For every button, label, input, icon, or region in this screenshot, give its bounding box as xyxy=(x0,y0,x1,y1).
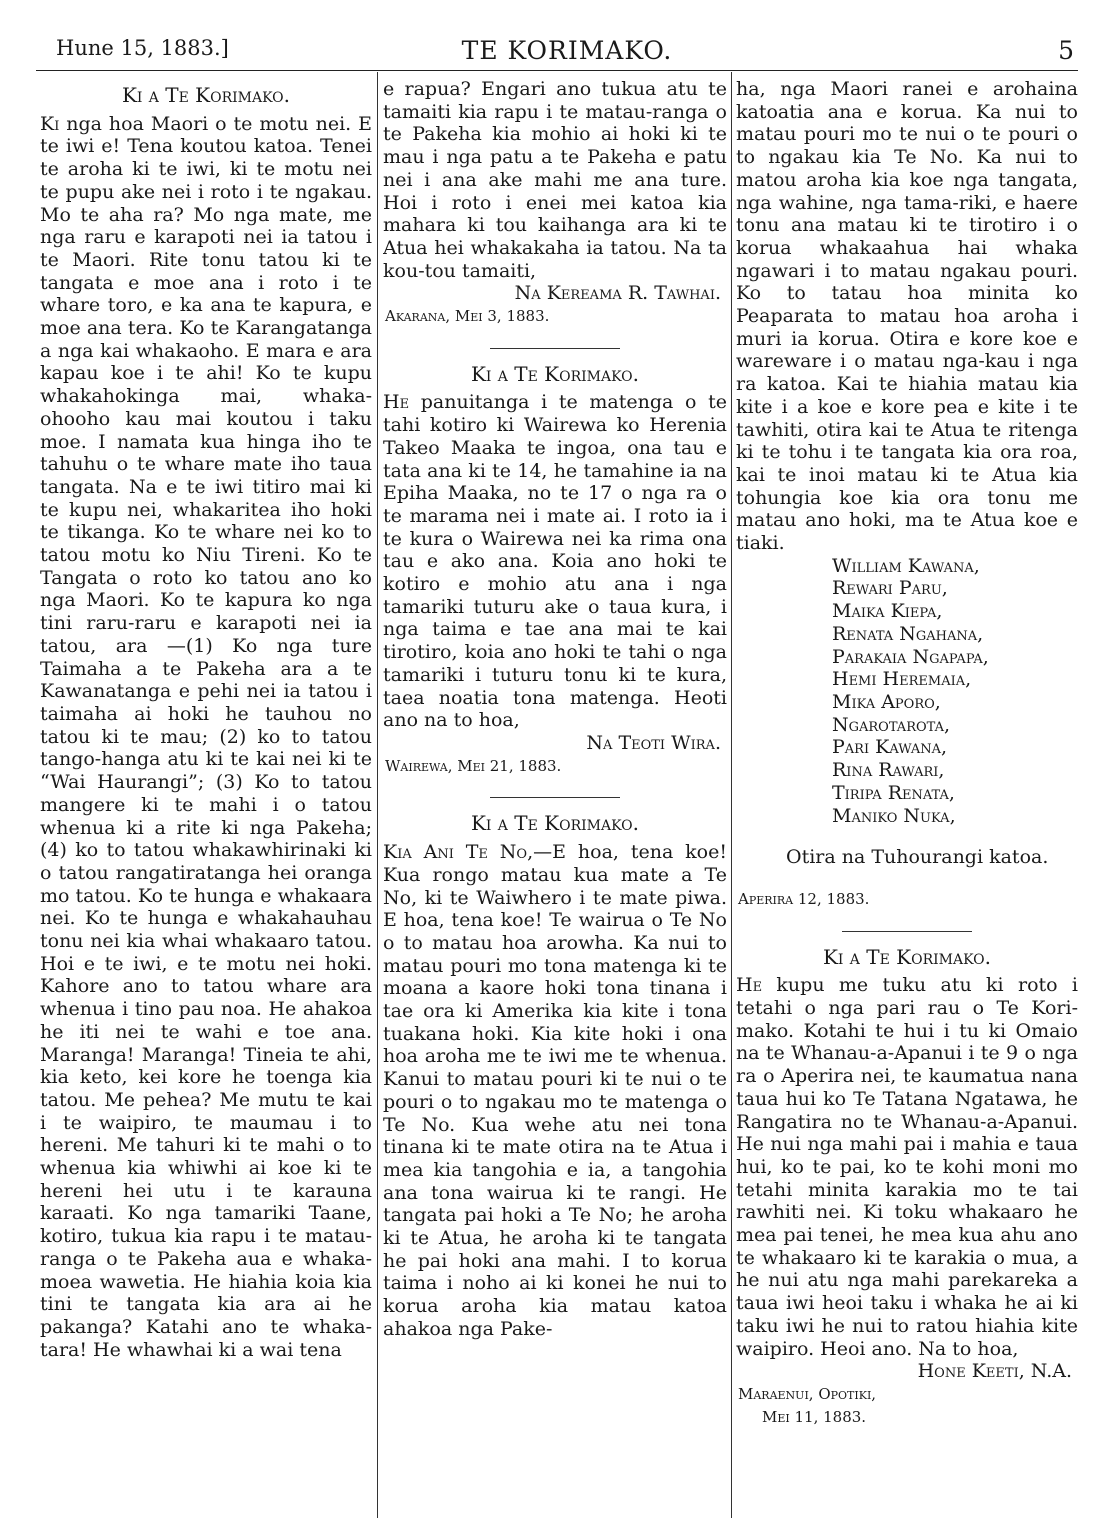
final-signature: Otira na Tuhourangi katoa. xyxy=(786,846,1049,869)
lead-word: Ki xyxy=(40,112,60,135)
lead-word: Kia Ani Te No, xyxy=(383,841,534,864)
letter-body xyxy=(383,841,727,1340)
letter-heading: Ki a Te Korimako. xyxy=(822,944,992,969)
header-rule xyxy=(36,70,1078,71)
column-divider-2 xyxy=(731,72,732,1518)
section-separator xyxy=(490,348,620,349)
letter-place: Maraenui, Opotiki, xyxy=(738,1384,877,1403)
letter-continuation: ha, nga Maori ranei e arohaina katoatia ana e korua. Ka nui to matau pouri mo te nui o te pouri o to ngakau kia Te No. Ka nui to matou aroha kia koe nga tangata, nga wahine, nga tama-riki, e haere tonu ana matau ki te tirotiro i o korua whakaahua hai whaka ngawari i to matau ngakau pouri. Ko to tatau hoa minita ko Peaparata to matau hoa aroha i muri ia korua. Otira e kore koe e wareware i o matau nga-kau i nga ra katoa. Kai te hiahia matau kia kite i a koe e kore pea e kite i te tawhiti, otira kai te Atua te ritenga ki te tohu i te tangata kia ora roa, kai te inoi matau ki te Atua kia tohungia koe kia ora tonu me matau ano hoki, ma te Atua koe e tiaki. xyxy=(736,78,1078,555)
section-separator xyxy=(490,797,620,798)
letter-text: panuitanga i te matenga o te tahi kotiro ki Wairewa ko Herenia Takeo Maaka te ingoa, ona tau e tata ana ki te 14, he tamahine ia na Epiha Maaka, no te 17 o nga ra o te marama nei i mate ai. I roto ia i te kura o Wairewa nei ka rima ona tau e ako ana. Koia ano hoki te kotiro e mohio atu ana i nga tamariki tuturu ake o taua kura, i nga taima e tae ana mai te kai tirotiro, koia ano hoki te tahi o nga tamariki i tuturu tonu ki te kura, taea noatia tona matenga. Heoti ano na to hoa, xyxy=(383,391,727,732)
letter-heading: Ki a Te Korimako. xyxy=(470,361,640,386)
newspaper-title: TE KORIMAKO. xyxy=(461,36,673,65)
lead-word: He xyxy=(736,974,763,997)
letter-place-date: Akarana, Mei 3, 1883. xyxy=(385,307,550,326)
letter-signature: Na Kereama R. Tawhai. xyxy=(514,282,721,305)
letter-heading: Ki a Te Korimako. xyxy=(121,83,291,107)
signatory: Renata Ngahana, xyxy=(832,622,984,645)
letter-body xyxy=(40,113,372,1362)
page-number: 5 xyxy=(1058,36,1074,65)
letter-text: nga hoa Maori o te motu nei. E te iwi e! Tena koutou katoa. Tenei te aroha ki te iwi, ki te motu nei te pupu ake nei i roto i te ngakau. Mo te aha ra? Mo nga mate, me nga raru e karapoti nei ia tatou i te Maori. Rite tonu tatou ki te tangata e moe ana i roto i te whare toro, e ka ana te kapura, e moe ana tera. Ko te Karangatanga a nga kai whakaoho. E mara e ara kapau koe i te ahi! Ko te kupu whakahokinga mai, whaka-ohooho kau mai koutou i taku moe. I namata kua hinga iho te tahuhu o te whare mate iho taua tangata. Na e te iwi titiro mai ki te kupu nei, whakaritea iho hoki te tikanga. Ko te whare nei ko to tatou motu ko Niu Tireni. Ko te Tangata o roto ko tatou ano ko nga Maori. Ko te kapura ko nga tini raru-raru e karapoti nei ia tatou, ara —(1) Ko nga ture Taimaha a te Pakeha ara a te Kawanatanga e pehi nei ia tatou i taimaha ai hoki he tauhou no tatou ki te mau; (2) ko to tatou tango-hanga atu ki te kai nei ki te “Wai Haurangi”; (3) Ko to tatou mangere ki te mahi i o tatou whenua ki a rite ki nga Pakeha; (4) ko to tatou whakawhirinaki ki o tatou rangatiratanga hei oranga mo tatou. Ko te hunga e whakaara nei. Ko te hunga e whakahauhau tonu nei kia whai whakaaro tatou. Hoi e te iwi, e te motu nei hoki. Kahore ano to tatou whare ara whenua i tino pau noa. He ahakoa he iti nei te wahi e toe ana. Maranga! Maranga! Tineia te ahi, kia keto, kei kore he toenga kia tatou. Me pehea? Me mutu te kai i te waipiro, te maumau i to hereni. Me tahuri ki te mahi o to whenua kia whiwhi ai koe ki te hereni hei utu i te karauna karaati. Ko nga tamariki Taane, kotiro, tukua kia rapu i te matau-ranga o te Pakeha aua e whaka-moea wawetia. He hiahia koia kia tini te tangata kia ara ai he pakanga? Katahi ano te whaka-tara! He whawhai ki a wai tena xyxy=(40,112,372,1361)
letter-text: kupu me tuku atu ki roto i tetahi o nga pari rau o Te Kori-mako. Kotahi te hui i tu ki Omaio na te Whanau-a-Apanui i te 9 o nga ra o Aperira nei, te kaumatua nana taua hui ko Te Tatana Ngatawa, he Rangatira no te Whanau-a-Apanui. He nui nga mahi pai i mahia e taua hui, ko te pai, ko te kohi moni mo tetahi minita karakia mo te tai rawhiti nei. Ki toku whakaaro he mea pai tenei, he mea kua ahu ano te whakaaro ki te karakia o mua, a he nui atu nga mahi parekareka a taua iwi heoi taku i whaka he ai ki taku iwi he nui to ratou hiahia kite waipiro. Heoi ano. Na to hoa, xyxy=(736,974,1078,1360)
letter-heading: Ki a Te Korimako. xyxy=(470,811,640,836)
signatory: Maika Kiepa, xyxy=(832,600,943,623)
letter-date: Mei 11, 1883. xyxy=(762,1407,867,1426)
lead-word: He xyxy=(383,391,410,414)
signatory: Mika Aporo, xyxy=(832,690,941,713)
letter-place-date: Wairewa, Mei 21, 1883. xyxy=(385,756,562,775)
signatory-list xyxy=(736,555,1078,827)
letter-signature: Na Teoti Wira. xyxy=(586,731,721,754)
column-divider-1 xyxy=(377,72,378,1518)
signatory: Rina Rawari, xyxy=(832,759,945,782)
signatory: Rewari Paru, xyxy=(832,577,948,600)
signatory: William Kawana, xyxy=(832,554,980,577)
letter-body xyxy=(736,974,1078,1360)
signatory: Hemi Heremaia, xyxy=(832,668,972,691)
page-header xyxy=(56,34,1078,74)
letter-signature: Hone Keeti, N.A. xyxy=(917,1360,1072,1383)
column-1 xyxy=(40,78,372,1518)
signatory: Ngarotarota, xyxy=(832,713,951,736)
section-separator xyxy=(842,931,972,932)
column-2 xyxy=(383,78,727,1518)
signatory: Pari Kawana, xyxy=(832,736,948,759)
column-3 xyxy=(736,78,1078,1518)
signatory: Maniko Nuka, xyxy=(832,804,956,827)
issue-date: Hune 15, 1883.] xyxy=(56,36,229,60)
letter-text: —E hoa, tena koe! Kua rongo matau kua mate a Te No, ki te Waiwhero i te mate piwa. E hoa, tena koe! Te wairua o Te No o to matau hoa arowha. Ka nui to matau pouri mo tona matenga ki te moana a kaore hoki tona tinana i tae ora ki Amerika kia kite i tona tuakana hoki. Kia kite hoki i ona hoa aroha me te iwi me te whenua. Kanui to matau pouri ki te nui o te pouri o to ngakau mo te matenga o Te No. Kua wehe atu nei tona tinana ki te mate otira na te Atua i mea kia tangohia e ia, a tangohia ana tona wairua ki te rangi. He tangata pai hoki a Te No; he aroha ki te Atua, he aroha ki te tangata he pai hoki ana mahi. I to korua taima i noho ai ki konei he nui to korua aroha kia matau katoa ahakoa nga Pake- xyxy=(383,841,727,1340)
letter-place-date: Aperira 12, 1883. xyxy=(738,889,870,908)
letter-body xyxy=(383,391,727,732)
signatory: Tiripa Renata, xyxy=(832,781,955,804)
letter-continuation: e rapua? Engari ano tukua atu te tamaiti kia rapu i te matau-ranga o te Pakeha kia mohio ai hoki ki te mau i nga patu a te Pakeha e patu nei i ana ake mahi me ana ture. Hoi i roto i enei mei katoa kia mahara ki tou kaihanga ara ki te Atua hei whakakaha ia tatou. Na ta kou-tou tamaiti, xyxy=(383,78,727,282)
signatory: Parakaia Ngapapa, xyxy=(832,645,989,668)
